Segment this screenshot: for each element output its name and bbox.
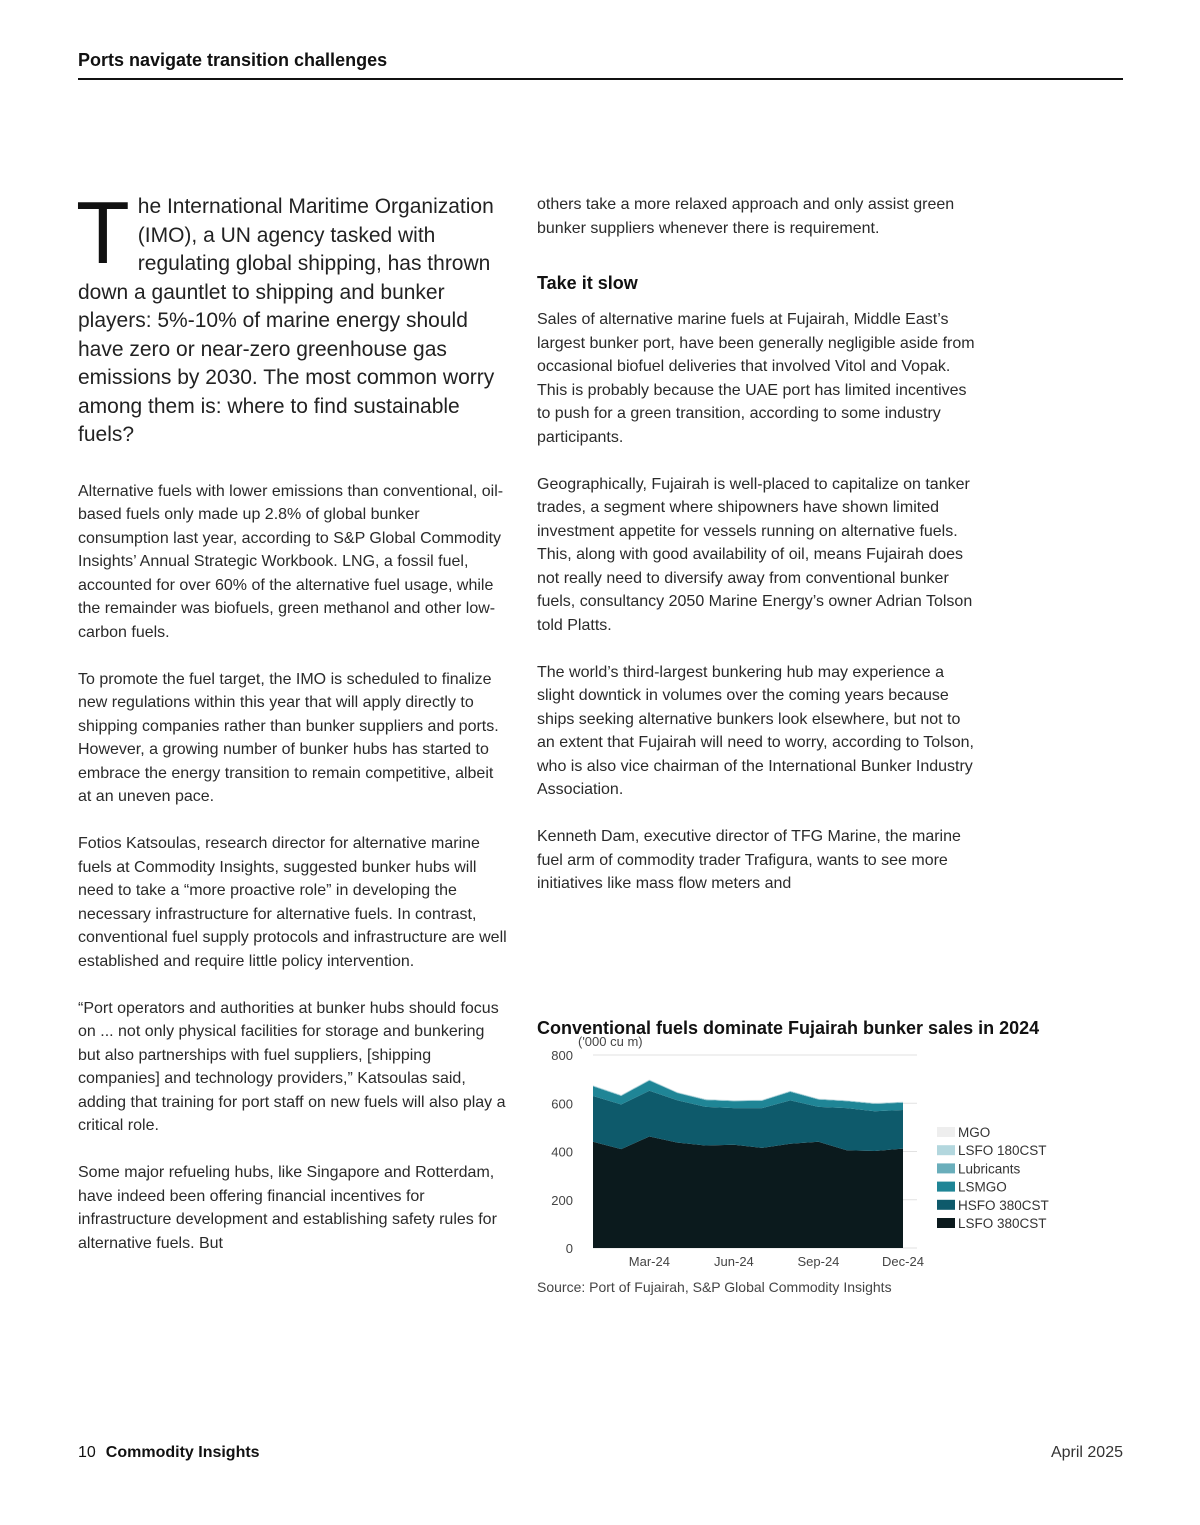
header-title: Ports navigate transition challenges [78, 50, 388, 70]
x-tick-label: Jun-24 [714, 1254, 754, 1269]
y-tick-label: 400 [551, 1144, 573, 1160]
legend-swatch [937, 1163, 955, 1173]
drop-cap: T [76, 183, 130, 282]
legend-swatch [937, 1182, 955, 1192]
x-tick-label: Dec-24 [882, 1254, 924, 1269]
legend-swatch [937, 1127, 955, 1137]
left-column [76, 183, 508, 1279]
legend-swatch [937, 1200, 955, 1210]
legend-swatch [937, 1145, 955, 1155]
body-paragraph: others take a more relaxed approach and only assist green bunker suppliers whenever there is requirement. [537, 196, 955, 237]
page-number: 10 [78, 1444, 96, 1461]
body-paragraph: Fotios Katsoulas, research director for alternative marine fuels at Commodity Insights, suggested bunker hubs will need to take a “more proactive role” in developing the necessary infrastructure for alternative fuels. In contrast, conventional fuel supply protocols and infrastructure are well established and require little policy intervention. [78, 835, 507, 970]
body-paragraph: Some major refueling hubs, like Singapore and Rotterdam, have indeed been offering financial incentives for infrastructure development and establishing safety rules for alternative fuels. But [78, 1164, 497, 1252]
y-tick-label: 0 [565, 1241, 573, 1256]
x-tick-label: Sep-24 [797, 1254, 840, 1269]
chart-title: Conventional fuels dominate Fujairah bunker sales in 2024 [537, 1018, 1040, 1038]
chart-source: Source: Port of Fujairah, S&P Global Commodity Insights [537, 1279, 892, 1295]
body-paragraph: Kenneth Dam, executive director of TFG Marine, the marine fuel arm of commodity trader Trafigura, wants to see more initiatives like mass flow meters and [537, 828, 961, 892]
body-paragraph: Sales of alternative marine fuels at Fujairah, Middle East’s largest bunker port, have been generally negligible aside from occasional biofuel deliveries that involved Vitol and Vopak. This is probably because the UAE port has limited incentives to push for a green transition, according to some industry participants. [537, 311, 975, 446]
footer-date: April 2025 [1050, 1444, 1123, 1461]
body-paragraph: The world’s third-largest bunkering hub may experience a slight downtick in volumes over the coming years because ships seeking alternative bunkers look elsewhere, but not to an extent that Fujairah will need to worry, according to Tolson, who is also vice chairman of the International Bunker Industry Association. [537, 663, 974, 798]
legend-label: LSFO 380CST [958, 1216, 1047, 1231]
y-tick-label: 600 [551, 1096, 573, 1112]
y-tick-label: 800 [551, 1048, 573, 1063]
body-paragraph: “Port operators and authorities at bunker hubs should focus on ... not only physical facilities for storage and bunkering but also partnerships with fuel suppliers, [shipping companies] and technology providers,” Katsoulas said, adding that training for port staff on new fuels will also play a critical role. [78, 999, 506, 1134]
area-series-lsfo-380cst [593, 1137, 903, 1249]
right-column [537, 193, 977, 919]
legend-label: HSFO 380CST [958, 1197, 1049, 1213]
chart-container [537, 1016, 1097, 1306]
body-paragraph: Alternative fuels with lower emissions than conventional, oil-based fuels only made up 2.8% of global bunker consumption last year, according to S&P Global Commodity Insights’ Annual Strategic Workbook. LNG, a fossil fuel, accounted for over 60% of the alternative fuel usage, while the remainder was biofuels, green methanol and other low-carbon fuels. [78, 482, 504, 641]
stacked-area-chart [537, 1034, 1097, 1288]
page-header [78, 48, 1123, 80]
lead-paragraph [76, 183, 508, 450]
y-unit-label: ('000 cu m) [578, 1034, 643, 1049]
body-paragraph: Geographically, Fujairah is well-placed to capitalize on tanker trades, a segment where shipowners have shown limited investment appetite for vessels running on alternative fuels. This, along with good availability of oil, means Fujairah does not really need to diversify away from conventional bunker fuels, consultancy 2050 Marine Energy’s owner Adrian Tolson told Platts. [537, 475, 973, 634]
legend-label: LSMGO [958, 1179, 1007, 1195]
legend-label: Lubricants [958, 1161, 1021, 1177]
lead-text: he International Maritime Organization (IMO), a UN agency tasked with regulating global shipping, has thrown down a gauntlet to shipping and bunker players: 5%-10% of marine energy should have zero or near-zero greenhouse gas emissions by 2030. The most common worry among them is: where to find sustainable fuels? [78, 195, 495, 446]
body-paragraph: To promote the fuel target, the IMO is scheduled to finalize new regulations within this year that will apply directly to shipping companies rather than bunker suppliers and ports. However, a growing number of bunker hubs has started to embrace the energy transition to remain competitive, albeit at an uneven pace. [78, 670, 499, 805]
footer-brand: Commodity Insights [105, 1444, 260, 1461]
x-tick-label: Mar-24 [628, 1254, 670, 1269]
section-subheading: Take it slow [537, 273, 638, 293]
legend-swatch [937, 1218, 955, 1228]
legend-label: MGO [958, 1125, 991, 1140]
page-footer [78, 1444, 1123, 1462]
y-tick-label: 200 [551, 1192, 573, 1208]
legend-label: LSFO 180CST [958, 1143, 1047, 1159]
